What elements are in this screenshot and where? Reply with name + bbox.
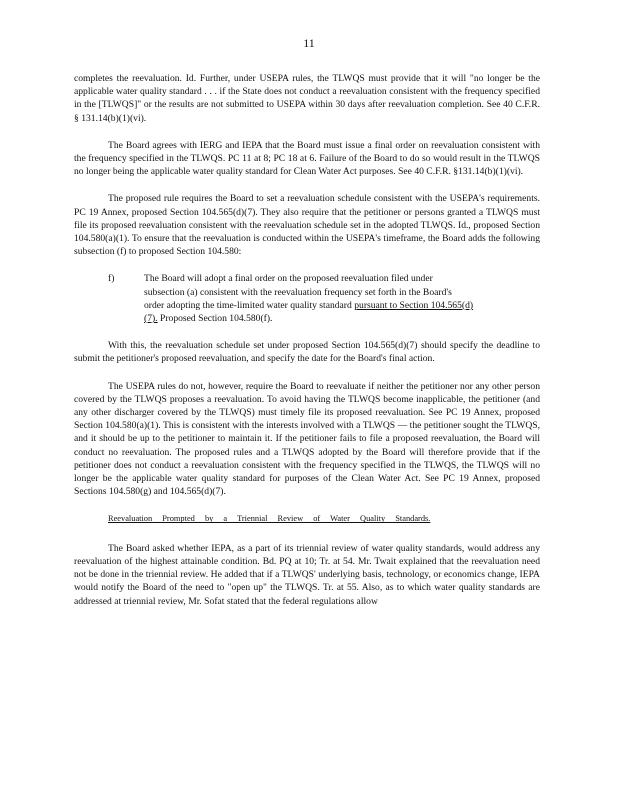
- quote-subsection-marker: f): [108, 273, 115, 285]
- paragraph-1: completes the reevaluation. Id. Further, under USEPA rules, the TLWQS must provide that it will "no longer be the applicable water quality standard . . . if the State does not conduct a reevaluation consistent with the frequency specified in the [TLWQS]" or the results are not submitted to USEPA within 30 days after reevaluation completion. See 40 C.F.R. § 131.14(b)(1)(vi).: [74, 73, 540, 124]
- paragraph-6: The Board asked whether IEPA, as a part of its triennial review of water quality standards, would address any reevaluation of the highest attainable condition. Bd. PQ at 10; Tr. at 54. Mr. Twait explained that the reevaluation need not be done in the triennial review. He added that if a TLWQS' underlying basis, technology, or economics change, IEPA would notify the Board of the need to "open up" the TLWQS. Tr. at 55. Also, as to which water quality standards are addressed at triennial review, Mr. Sofat stated that the federal regulations allow: [74, 542, 540, 607]
- page-number: 11: [303, 36, 315, 50]
- block-quote: [108, 272, 540, 325]
- paragraph-5: The USEPA rules do not, however, require the Board to reevaluate if neither the petitioner nor any other person covered by the TLWQS proposes a reevaluation. To avoid having the TLWQS become inapplicable, the petitioner (and any other discharger covered by the TLWQS) must timely file its proposed reevaluation. See PC 19 Annex, proposed Section 104.580(a)(1). This is consistent with the interests involved with a TLWQS — the petitioner sought the TLWQS, and it should be up to the petitioner to maintain it. If the petitioner fails to file a proposed reevaluation, the Board will conduct no reevaluation. The proposed rules and a TLWQS adopted by the Board will therefore provide that if the petitioner does not conduct a reevaluation consistent with the frequency specified in the TLWQS, the TLWQS will no longer be the applicable water quality standard for purposes of the Clean Water Act. See PC 19 Annex, proposed Sections 104.580(g) and 104.565(d)(7).: [74, 380, 540, 498]
- quote-source: Proposed Section 104.580(f).: [160, 313, 273, 325]
- quote-underlined-text: pursuant to Section 104.565(d)(7).: [144, 299, 474, 325]
- paragraph-4: With this, the reevaluation schedule set under proposed Section 104.565(d)(7) should specify the deadline to submit the petitioner's proposed reevaluation, and specify the date for the Board's final action.: [74, 340, 540, 365]
- quote-text: The Board will adopt a final order on the proposed reevaluation filed under subsection (a) consistent with the reevaluation frequency set forth in the Board's order adopting the time-limited water quality standard: [144, 273, 452, 311]
- quote-text-block: [144, 272, 474, 325]
- section-heading: Reevaluation Prompted by a Triennial Review of Water Quality Standards.: [108, 514, 431, 524]
- paragraph-2: The Board agrees with IERG and IEPA that the Board must issue a final order on reevaluation consistent with the frequency specified in the TLWQS. PC 11 at 8; PC 18 at 6. Failure of the Board to do so would result in the TLWQS no longer being the applicable water quality standard for Clean Water Act purposes. See 40 C.F.R. §131.14(b)(1)(vi).: [74, 139, 540, 178]
- document-body: [74, 72, 540, 622]
- paragraph-3: The proposed rule requires the Board to set a reevaluation schedule consistent with the USEPA's requirements. PC 19 Annex, proposed Section 104.565(d)(7). They also require that the petitioner or persons granted a TLWQS must file its proposed reevaluation consistent with the reevaluation schedule set in the adopted TLWQS. Id., proposed Section 104.580(a)(1). To ensure that the reevaluation is conducted within the USEPA's timeframe, the Board adds the following subsection (f) to proposed Section 104.580:: [74, 193, 540, 258]
